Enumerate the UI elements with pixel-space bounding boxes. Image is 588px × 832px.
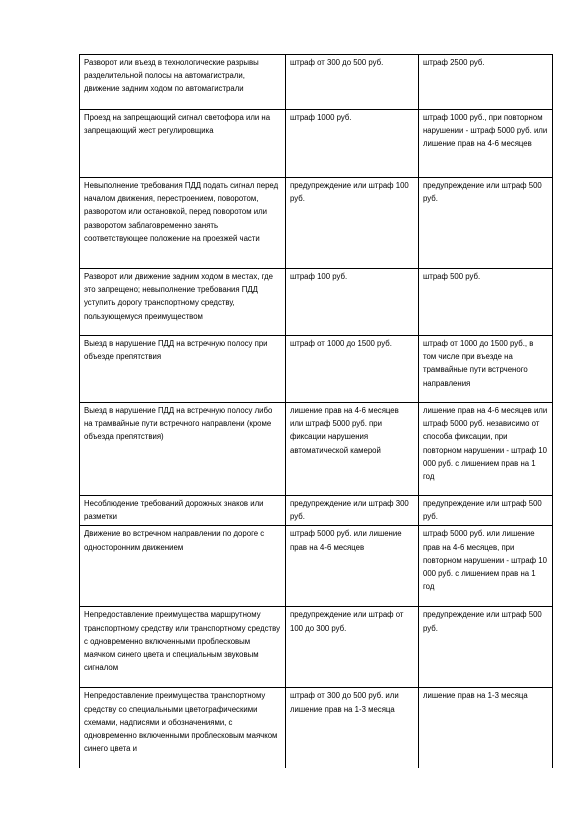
fines-table (79, 54, 553, 768)
violation-cell: Невыполнение требования ПДД подать сигнал перед началом движения, перестроением, поворотом, разворотом или остановкой, перед поворотом или разворотом заблаговременно занять соответствующее положение на проезжей части (80, 178, 286, 269)
repeat-penalty-cell: предупреждение или штраф 500 руб. (419, 496, 553, 526)
table-row (80, 496, 553, 526)
table-row (80, 269, 553, 336)
penalty-cell: штраф 5000 руб. или лишение прав на 4-6 месяцев (286, 526, 419, 607)
penalty-cell: штраф от 300 до 500 руб. или лишение прав на 1-3 месяца (286, 688, 419, 768)
violation-cell: Выезд в нарушение ПДД на встречную полосу либо на трамвайные пути встречного направлени (кроме объезда препятствия) (80, 403, 286, 496)
penalty-cell: штраф от 300 до 500 руб. (286, 55, 419, 110)
penalty-cell: штраф от 1000 до 1500 руб. (286, 336, 419, 403)
repeat-penalty-cell: предупреждение или штраф 500 руб. (419, 178, 553, 269)
repeat-penalty-cell: штраф 2500 руб. (419, 55, 553, 110)
table-row (80, 403, 553, 496)
repeat-penalty-cell: лишение прав на 1-3 месяца (419, 688, 553, 768)
table-row (80, 336, 553, 403)
violation-cell: Несоблюдение требований дорожных знаков или разметки (80, 496, 286, 526)
table-row (80, 178, 553, 269)
repeat-penalty-cell: штраф 1000 руб., при повторном нарушении - штраф 5000 руб. или лишение прав на 4-6 месяцев (419, 110, 553, 178)
table-row (80, 607, 553, 688)
repeat-penalty-cell: лишение прав на 4-6 месяцев или штраф 5000 руб. независимо от способа фиксации, при повторном нарушении - штраф 10 000 руб. с лишением прав на 1 год (419, 403, 553, 496)
violation-cell: Выезд в нарушение ПДД на встречную полосу при объезде препятствия (80, 336, 286, 403)
table-row (80, 110, 553, 178)
table-row (80, 688, 553, 768)
violation-cell: Непредоставление преимущества транспортному средству со специальными цветографическими схемами, надписями и обозначениями, с одновременно включенными проблесковым маячком синего цвета и (80, 688, 286, 768)
table-row (80, 526, 553, 607)
penalty-cell: предупреждение или штраф от 100 до 300 руб. (286, 607, 419, 688)
repeat-penalty-cell: штраф 500 руб. (419, 269, 553, 336)
penalty-cell: лишение прав на 4-6 месяцев или штраф 5000 руб. при фиксации нарушения автоматической камерой (286, 403, 419, 496)
penalty-cell: штраф 1000 руб. (286, 110, 419, 178)
penalty-cell: предупреждение или штраф 100 руб. (286, 178, 419, 269)
penalty-cell: предупреждение или штраф 300 руб. (286, 496, 419, 526)
repeat-penalty-cell: предупреждение или штраф 500 руб. (419, 607, 553, 688)
violation-cell: Разворот или движение задним ходом в местах, где это запрещено; невыполнение требования ПДД уступить дорогу транспортному средству, пользующемуся преимуществом (80, 269, 286, 336)
violation-cell: Непредоставление преимущества маршрутному транспортному средству или транспортному средству с одновременно включенными проблесковым маячком синего цвета и специальным звуковым сигналом (80, 607, 286, 688)
violation-cell: Проезд на запрещающий сигнал светофора или на запрещающий жест регулировщика (80, 110, 286, 178)
repeat-penalty-cell: штраф от 1000 до 1500 руб., в том числе при въезде на трамвайные пути встрченого направления (419, 336, 553, 403)
repeat-penalty-cell: штраф 5000 руб. или лишение прав на 4-6 месяцев, при повторном нарушении - штраф 10 000 руб. с лишением прав на 1 год (419, 526, 553, 607)
penalty-cell: штраф 100 руб. (286, 269, 419, 336)
table-row (80, 55, 553, 110)
violation-cell: Разворот или въезд в технологические разрывы разделительной полосы на автомагистрали, движение задним ходом по автомагистрали (80, 55, 286, 110)
violation-cell: Движение во встречном направлении по дороге с односторонним движением (80, 526, 286, 607)
